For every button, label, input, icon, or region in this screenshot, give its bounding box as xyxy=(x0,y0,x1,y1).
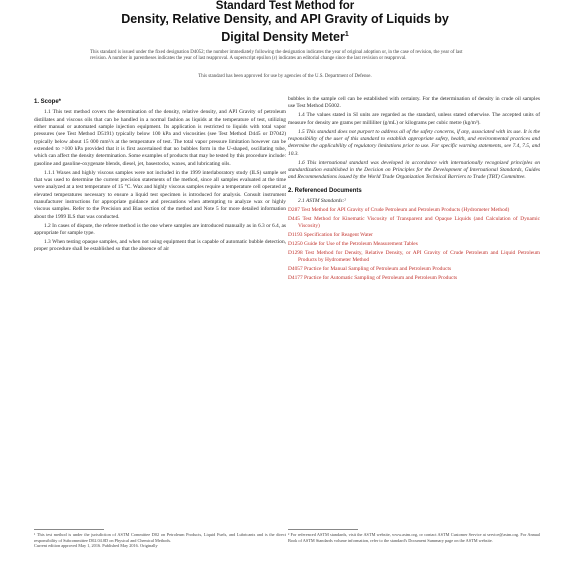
footnotes-left xyxy=(34,532,286,549)
reference-link[interactable]: D1298 xyxy=(288,249,303,256)
reference-link[interactable]: D4057 xyxy=(288,266,303,273)
section-1-5: 1.5 This standard does not purport to address all of the safety concerns, if any, associated with its use. It is the responsibility of the user of this standard to establish appropriate safety, health, and environmental practices and determine the applicability of regulatory limitations prior to use. For specific warning statements, see 7.4, 7.5, and 10.3. xyxy=(288,128,540,157)
referenced-documents-heading: 2. Referenced Documents xyxy=(288,187,362,194)
section-1-3-continued: bubbles in the sample cell can be established with certainty. For the determination of density in crude oil samples use Test Method D5002. xyxy=(288,96,540,110)
document-title xyxy=(0,12,570,45)
reference-item xyxy=(288,266,540,273)
reference-text[interactable]: Test Method for Kinematic Viscosity of Transparent and Opaque Liquids (and Calculation of Dynamic Viscosity) xyxy=(298,215,540,230)
title-line-2: Digital Density Meter xyxy=(221,30,345,45)
reference-item xyxy=(288,275,540,282)
right-column xyxy=(288,96,540,284)
scope-heading: 1. Scope* xyxy=(34,99,62,105)
section-1-1: 1.1 This test method covers the determination of the density, relative density, and API Gravity of petroleum distillates and viscous oils that can be handled in a normal fashion as liquids at the temperature of test, utilizing either manual or automated sample injection equipment. Its application is restricted to liquids with total vapor pressures (see Test Method D5191) typically below 100 kPa and viscosities (see Test Method D445 or D7042) typically below about 15 000 mm²/s at the temperature of test. The total vapor pressure limitation however can be extended to >100 kPa provided that it is first ascertained that no bubbles form in the U-shaped, oscillating tube, which can affect the density determination. Some examples of products that may be tested by this procedure include: gasoline and gasoline-oxygenate blends, diesel, jet, basestocks, waxes, and lubricating oils. xyxy=(34,109,286,167)
issue-notice: This standard is issued under the fixed designation D4052; the number immediately following the designation indicates the year of original adoption or, in the case of revision, the year of last revision. A number in parentheses indicates the year of last reapproval. A superscript epsilon (ε) indicates an editorial change since the last revision or reapproval. xyxy=(90,50,463,61)
reference-link[interactable]: D4177 xyxy=(288,275,303,282)
astm-standards-intro: 2.1 ASTM Standards:² xyxy=(298,197,346,204)
reference-item xyxy=(288,250,540,265)
reference-item xyxy=(288,232,540,239)
footnote-divider-right xyxy=(288,529,358,530)
footnote-edition: Current edition approved May 1, 2016. Published May 2016. Originally xyxy=(34,543,158,548)
reference-text[interactable]: Guide for Use of the Petroleum Measurement Tables xyxy=(304,241,418,247)
reference-text[interactable]: Practice for Manual Sampling of Petroleum and Petroleum Products xyxy=(304,266,452,273)
section-1-4: 1.4 The values stated in SI units are regarded as the standard, unless stated otherwise. The accepted units of measure for density are grams per milliliter (g/mL) or kilograms per cubic metre (kg/m³). xyxy=(288,112,540,126)
left-column xyxy=(34,96,286,255)
reference-text[interactable]: Practice for Automatic Sampling of Petroleum and Petroleum Products xyxy=(304,275,458,282)
footnote-1: ¹ This test method is under the jurisdiction of ASTM Committee D02 on Petroleum Products, Liquid Fuels, and Lubricants and is the direct responsibility of Subcommittee D02.04.0D on Physical and Chemical Methods. xyxy=(34,532,286,543)
footnote-2: ² For referenced ASTM standards, visit the ASTM website, www.astm.org, or contact ASTM Customer Service at service@astm.org. For Annual Book of ASTM Standards volume information, refer to the standard's Document Summary page on the ASTM website. xyxy=(288,532,540,543)
section-1-3: 1.3 When testing opaque samples, and when not using equipment that is capable of automatic bubble detection, proper procedure shall be established so that the absence of air xyxy=(34,238,286,253)
reference-link[interactable]: D1193 xyxy=(288,232,303,239)
reference-item xyxy=(288,216,540,231)
reference-item xyxy=(288,207,540,214)
footnotes-right xyxy=(288,532,540,543)
reference-link[interactable]: D1250 xyxy=(288,241,303,247)
section-1-6: 1.6 This international standard was developed in accordance with internationally recognized principles on standardization established in the Decision on Principles for the Development of International Standards, Guides and Recommendations issued by the World Trade Organization Technical Barriers to Trade (TBT) Committee. xyxy=(288,159,540,181)
reference-text[interactable]: Test Method for API Gravity of Crude Petroleum and Petroleum Products (Hydrometer Method) xyxy=(301,206,510,213)
title-line-1: Density, Relative Density, and API Gravity of Liquids by xyxy=(121,12,449,26)
reference-text[interactable]: Test Method for Density, Relative Density, or API Gravity of Crude Petroleum and Liquid Petroleum Products by Hydrometer Method xyxy=(298,249,540,264)
approval-notice: This standard has been approved for use by agencies of the U.S. Department of Defense. xyxy=(198,74,372,79)
footnote-divider-left xyxy=(34,529,104,530)
section-1-2: 1.2 In cases of dispute, the referee method is the one where samples are introduced manually as in 6.3 or 6.4, as appropriate for sample type. xyxy=(34,222,286,237)
title-footnote-mark: 1 xyxy=(344,31,349,38)
standard-label: Standard Test Method for xyxy=(215,0,355,12)
reference-link[interactable]: D287 xyxy=(288,206,300,213)
reference-text[interactable]: Specification for Reagent Water xyxy=(303,232,373,239)
reference-list xyxy=(288,207,540,283)
reference-link[interactable]: D445 xyxy=(288,215,300,222)
section-1-1-1: 1.1.1 Waxes and highly viscous samples were not included in the 1999 interlaboratory study (ILS) sample set that was used to determine the current precision statements of the method, since all samples evaluated at the time were analyzed at a test temperature of 15 °C. Wax and highly viscous samples require a temperature cell operated at elevated temperatures necessary to ensure a liquid test specimen is introduced for analysis. Consult instrument manufacturer instructions for appropriate guidance and precautions when attempting to analyze wax or highly viscous samples. Refer to the Precision and Bias section of the method and Note 5 for more detailed information about the 1999 ILS that was conducted. xyxy=(34,169,286,220)
reference-item xyxy=(288,241,540,248)
